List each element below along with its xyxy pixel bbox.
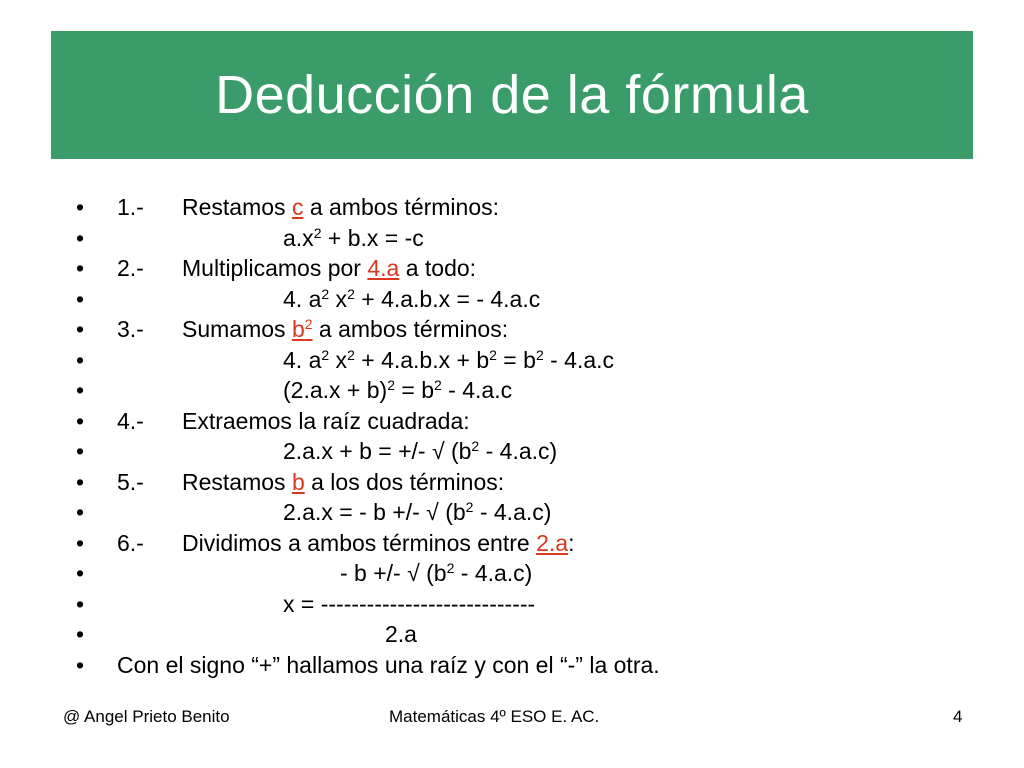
equation: 4. $a^2$ $x^2 + 4.a.b.x + b^2 = b^2 - 4.a.c$ [283,346,615,373]
bullet-icon: • [76,377,85,403]
step-text: Restamos c a ambos términos: [182,194,500,220]
list-item [76,314,976,345]
step-number: 2.- [117,255,144,281]
page-number: 4 [953,707,963,726]
step-number: 1.- [117,194,144,220]
bullet-icon: • [76,468,85,495]
bullet-list [76,192,976,680]
list-item [76,192,976,223]
step-text: Multiplicamos por 4.a a todo: [182,255,477,281]
step-text: Restamos b a los dos términos: [182,468,505,495]
list-item [76,467,976,498]
bullet-icon: • [76,255,85,281]
equation: $(2.a.x + b)^2 = b^2 - 4.a.c$ [283,377,513,403]
fraction-numerator: - b +/- √ $(b^2 - 4.a.c)$ [340,560,533,586]
bullet-icon: • [76,346,85,373]
list-item [76,284,976,315]
footer-course: Matemáticas 4º ESO E. AC. [389,707,600,726]
step-number: 4.- [117,407,144,434]
highlight-term: 2.a [536,529,569,556]
bullet-icon: • [76,590,85,617]
step-number: 6.- [117,529,144,556]
step-number: 3.- [117,316,144,342]
highlight-term: $b^2$ [291,316,313,342]
list-item [76,406,976,437]
list-item [76,436,976,467]
highlight-term: c [291,194,304,220]
bullet-icon: • [76,285,85,312]
equation: 2.a.x = - b +/- √ $(b^2 - 4.a.c)$ [283,499,552,525]
equation: $a.x^2 + b.x = -c$ [283,224,424,251]
bullet-icon: • [76,560,85,586]
highlight-term: 4.a [367,255,400,281]
bullet-icon: • [76,651,85,678]
bullet-icon: • [76,407,85,434]
bullet-icon: • [76,194,85,220]
list-item [76,650,976,681]
list-item [76,589,976,620]
bullet-icon: • [76,529,85,556]
list-item [76,558,976,589]
step-text: Sumamos $b^2$ a ambos términos: [182,316,509,342]
step-text: Dividimos a ambos términos entre 2.a: [182,529,575,556]
conclusion-text: Con el signo “+” hallamos una raíz y con el “-” la otra. [117,651,660,678]
list-item [76,253,976,284]
list-item [76,345,976,376]
list-item [76,619,976,650]
bullet-icon: • [76,499,85,525]
bullet-icon: • [76,316,85,342]
list-item [76,223,976,254]
equation: 4. $a^2$ $x^2 + 4.a.b.x$ = - 4.a.c [283,285,541,312]
highlight-term: b [291,468,305,495]
list-item [76,528,976,559]
step-number: 5.- [117,468,144,495]
footer-author: @ Angel Prieto Benito [63,707,230,726]
fraction-line: x = ---------------------------- [283,590,536,617]
title-bar [51,31,973,159]
list-item [76,497,976,528]
bullet-icon: • [76,224,85,251]
bullet-icon: • [76,438,85,464]
bullet-icon: • [76,621,85,647]
list-item [76,375,976,406]
equation: 2.a.x + b = +/- √ $(b^2 - 4.a.c)$ [283,438,558,464]
step-text: Extraemos la raíz cuadrada: [182,407,470,434]
fraction-denominator: 2.a [385,621,417,647]
slide-title: Deducción de la fórmula [215,65,809,125]
